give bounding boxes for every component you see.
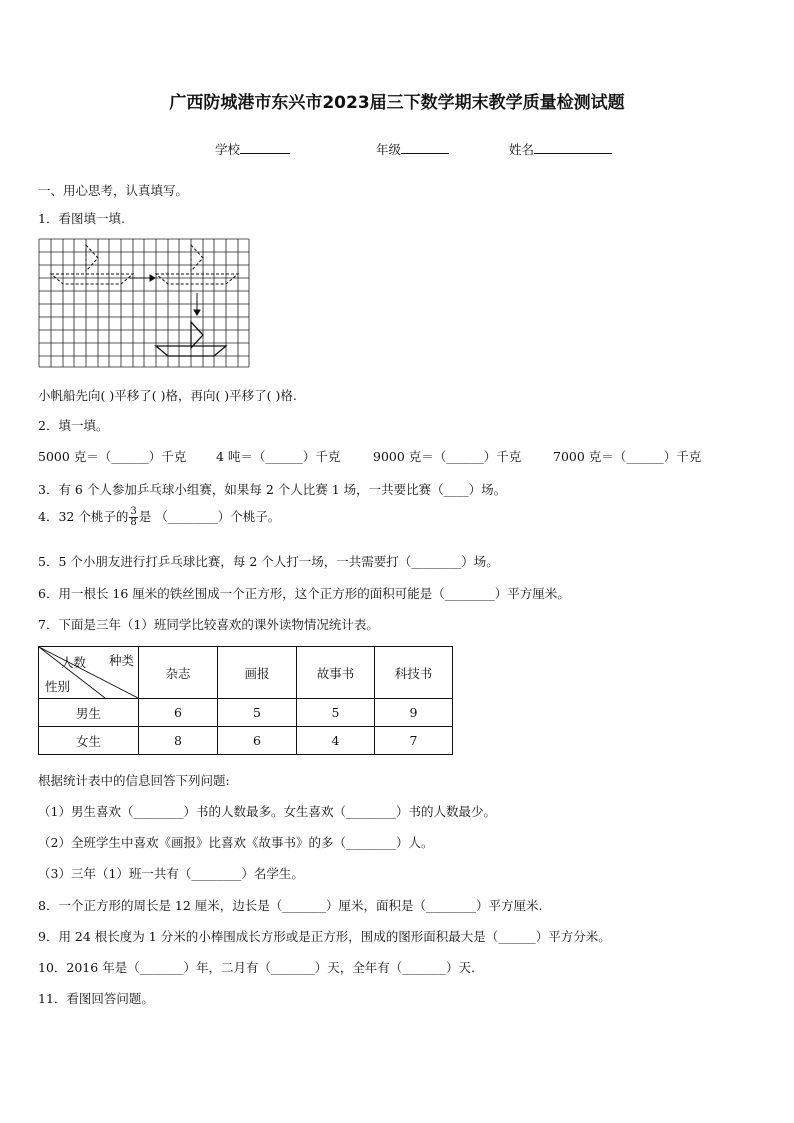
stats-table	[38, 646, 453, 755]
q7-sub-3: （3）三年（1）班一共有（________）名学生。	[38, 866, 304, 881]
row-label-girls: 女生	[39, 727, 139, 755]
corner-right-label: 种类	[108, 653, 134, 668]
q7-label: 7．下面是三年（1）班同学比较喜欢的课外读物情况统计表。	[38, 617, 379, 632]
name-blank[interactable]	[534, 141, 612, 154]
fraction	[129, 507, 137, 528]
table-cell: 8	[139, 727, 218, 755]
corner-cell	[39, 647, 139, 699]
q7-sub-1: （1）男生喜欢（________）书的人数最多。女生喜欢（________）书的人数最少。	[38, 804, 496, 819]
q2-item-3: 9000 克＝（______）千克	[373, 449, 522, 464]
header-magazine: 杂志	[139, 647, 218, 699]
grade-blank[interactable]	[401, 141, 449, 154]
table-cell: 7	[375, 727, 453, 755]
corner-top-label: 人数	[61, 655, 87, 670]
table-cell: 5	[218, 699, 297, 727]
sailboat-grid-figure	[38, 238, 252, 370]
name-label: 姓名	[509, 142, 535, 157]
table-cell: 4	[297, 727, 375, 755]
q7-intro: 根据统计表中的信息回答下列问题:	[38, 773, 230, 788]
header-storybook: 故事书	[297, 647, 375, 699]
grade-label: 年级	[376, 142, 402, 157]
arrow-right	[130, 275, 155, 281]
q9: 9．用 24 根长度为 1 分米的小棒围成长方形或是正方形，围成的图形面积最大是（______）平方分米。	[38, 929, 611, 944]
q1-label: 1．看图填一填.	[38, 211, 125, 226]
school-label: 学校	[215, 142, 241, 157]
q1-text: 小帆船先向( )平移了( )格，再向( )平移了( )格.	[38, 388, 297, 403]
q11: 11．看图回答问题。	[38, 991, 154, 1006]
q8: 8．一个正方形的周长是 12 厘米，边长是（_______）厘米，面积是（________）平方厘米.	[38, 898, 543, 913]
q4-pre: 4．32 个桃子的	[38, 509, 129, 524]
q2-item-1: 5000 克＝（______）千克	[38, 449, 187, 464]
q6: 6．用一根长 16 厘米的铁丝围成一个正方形，这个正方形的面积可能是（________）平方厘米。	[38, 586, 570, 601]
fraction-denominator: 8	[130, 517, 137, 528]
header-pictorial: 画报	[218, 647, 297, 699]
q10: 10．2016 年是（_______）年，二月有（_______）天，全年有（_______）天.	[38, 960, 475, 975]
table-cell: 9	[375, 699, 453, 727]
q2-item-2: 4 吨＝（______）千克	[216, 449, 341, 464]
name-field[interactable]	[509, 140, 612, 158]
q3: 3．有 6 个人参加乒乓球小组赛，如果每 2 个人比赛 1 场，一共要比赛（____）场。	[38, 482, 507, 497]
table-cell: 6	[139, 699, 218, 727]
q2-label: 2．填一填。	[38, 418, 109, 433]
grid-lines	[39, 239, 249, 367]
table-header-row	[39, 647, 453, 699]
q5: 5．5 个小朋友进行打乒乓球比赛，每 2 个人打一场，一共需要打（________）场。	[38, 554, 499, 569]
page-title: 广西防城港市东兴市2023届三下数学期末教学质量检测试题	[169, 93, 625, 113]
school-blank[interactable]	[240, 141, 290, 154]
row-label-boys: 男生	[39, 699, 139, 727]
corner-left-label: 性别	[45, 679, 71, 694]
table-cell: 5	[297, 699, 375, 727]
table-cell: 6	[218, 727, 297, 755]
q4-post: 是 （________）个桃子。	[138, 509, 281, 524]
header-science-book: 科技书	[375, 647, 453, 699]
q2-item-4: 7000 克＝（______）千克	[553, 449, 702, 464]
table-row	[39, 699, 453, 727]
q4	[38, 507, 280, 528]
fraction-numerator: 3	[130, 506, 137, 517]
grade-field[interactable]	[376, 140, 449, 158]
q7-sub-2: （2）全班学生中喜欢《画报》比喜欢《故事书》的多（________）人。	[38, 835, 434, 850]
school-field[interactable]	[215, 140, 290, 158]
table-row	[39, 727, 453, 755]
section-heading: 一、用心思考，认真填写。	[38, 183, 189, 198]
